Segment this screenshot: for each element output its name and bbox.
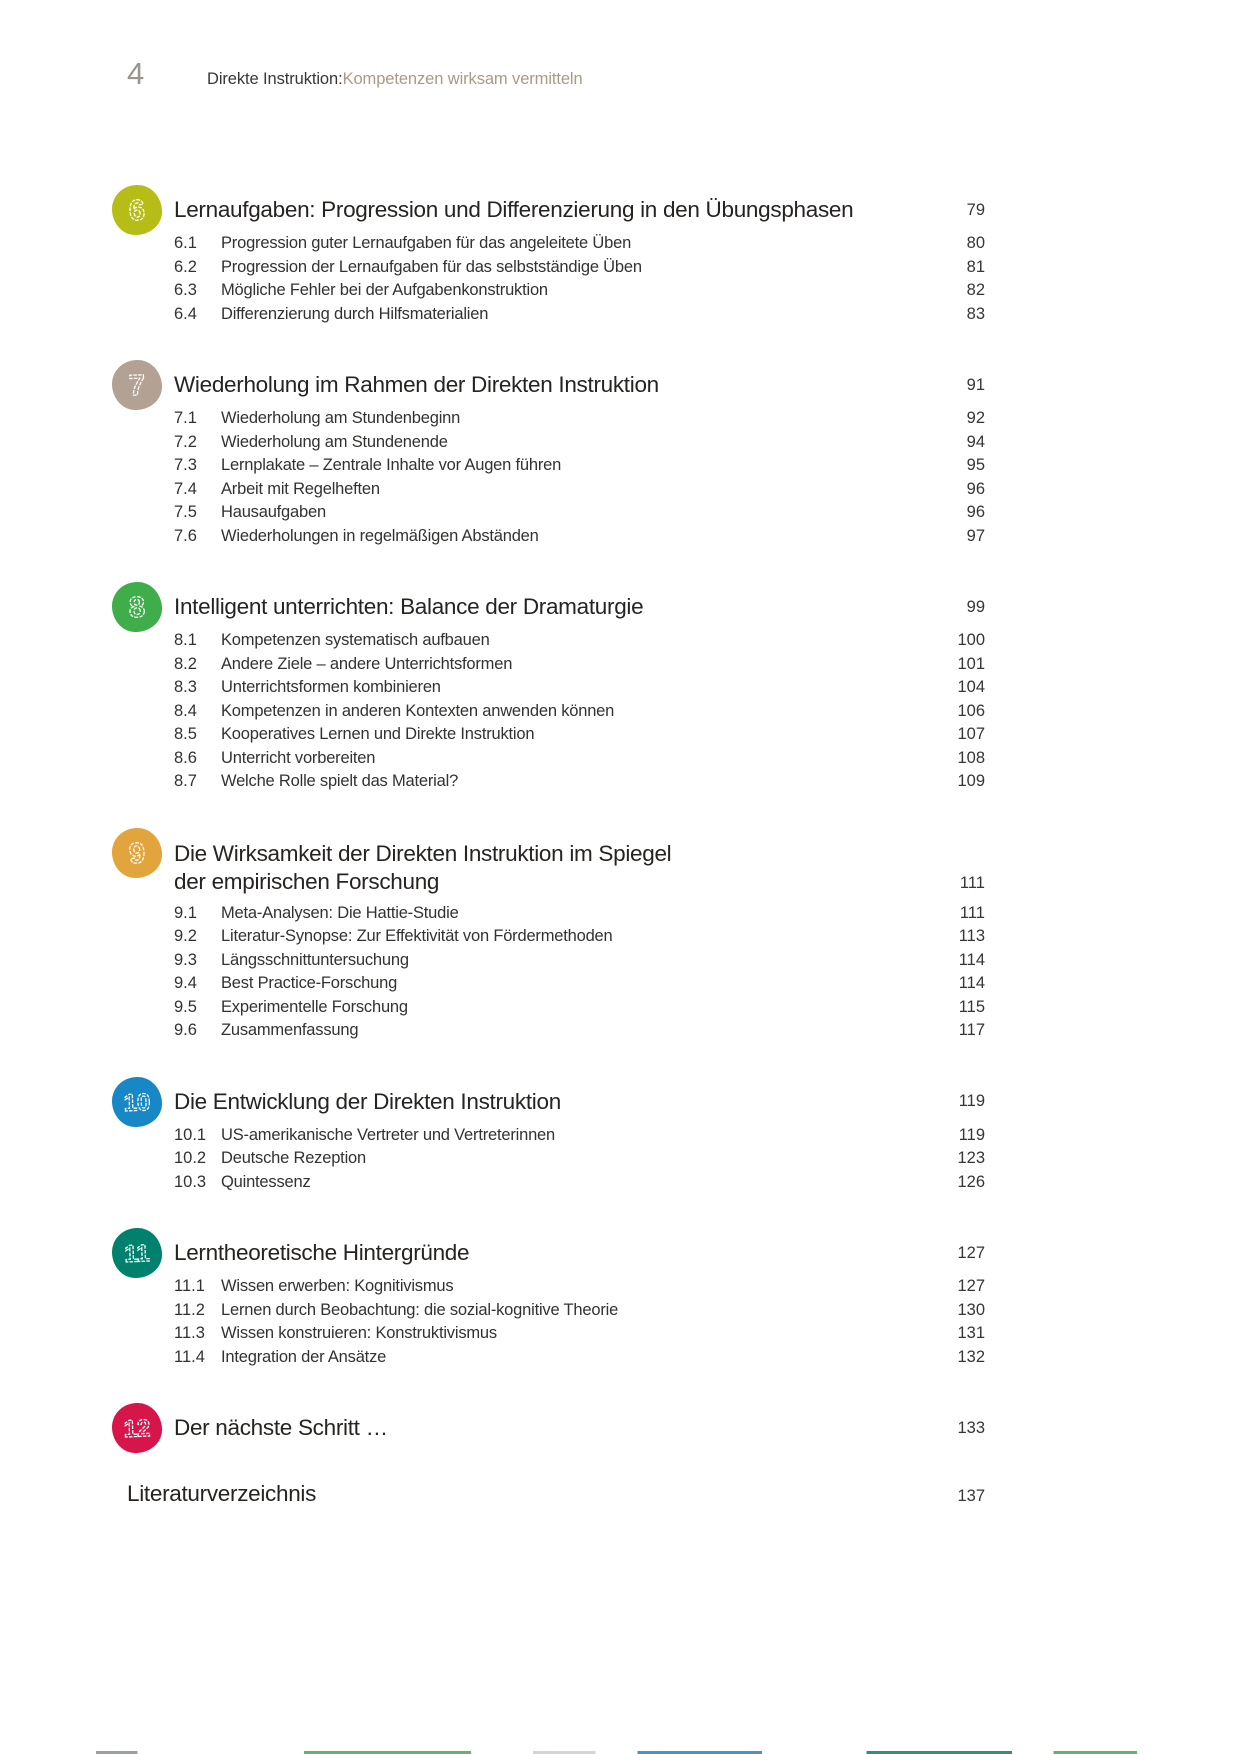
chapter-page-number: 99	[966, 597, 985, 616]
chapter-number-badge	[111, 581, 163, 633]
subsection-title: Mögliche Fehler bei der Aufgabenkonstruktion	[221, 281, 548, 300]
chapter-subsections	[174, 1124, 985, 1195]
chapter-heading	[112, 1077, 985, 1127]
subsection-title: Welche Rolle spielt das Material?	[221, 772, 459, 791]
toc-sub-entry	[174, 232, 985, 256]
toc-sub-entry	[174, 653, 985, 677]
toc-sub-entry	[174, 770, 985, 794]
subsection-number: 11.3	[174, 1324, 205, 1343]
subsection-page-number: 111	[959, 903, 985, 922]
subsection-number: 10.2	[174, 1149, 207, 1168]
toc-sub-entry	[174, 1346, 985, 1370]
chapter-subsections	[174, 407, 985, 548]
toc-sub-entry	[174, 256, 985, 280]
subsection-page-number: 123	[957, 1149, 985, 1168]
subsection-page-number: 131	[957, 1324, 985, 1343]
chapter-title-line1: Intelligent unterrichten: Balance der Dramaturgie	[174, 594, 644, 619]
toc-sub-entry	[174, 501, 985, 525]
subsection-page-number: 83	[966, 304, 985, 323]
toc-sub-entry	[174, 902, 985, 926]
chapter-title	[174, 196, 947, 224]
toc-sub-entry	[174, 700, 985, 724]
subsection-title: Deutsche Rezeption	[221, 1149, 366, 1168]
subsection-number: 8.6	[174, 748, 197, 767]
subsection-title: Längsschnittuntersuchung	[221, 950, 409, 969]
subsection-number: 10.3	[174, 1172, 207, 1191]
subsection-page-number: 92	[966, 409, 985, 428]
toc-sub-entry	[174, 1019, 985, 1043]
subsection-page-number: 114	[958, 974, 985, 993]
subsection-title: Kooperatives Lernen und Direkte Instruktion	[221, 725, 535, 744]
chapter-number-badge	[111, 359, 163, 411]
subsection-page-number: 114	[958, 950, 985, 969]
subsection-title: Zusammenfassung	[221, 1021, 359, 1040]
subsection-number: 9.6	[174, 1021, 197, 1040]
toc-sub-entry	[174, 747, 985, 771]
toc-sub-entry	[174, 279, 985, 303]
chapter-entry-10	[112, 1077, 985, 1195]
toc-sub-entry	[174, 1124, 985, 1148]
subsection-page-number: 96	[966, 503, 985, 522]
subsection-number: 10.1	[174, 1125, 207, 1144]
chapter-entry-9	[112, 837, 985, 1043]
subsection-title: Best Practice-Forschung	[221, 974, 398, 993]
subsection-title: Lernplakate – Zentrale Inhalte vor Augen führen	[221, 456, 562, 475]
chapter-heading	[112, 1228, 985, 1278]
subsection-page-number: 101	[957, 654, 985, 673]
chapter-page-number: 91	[966, 375, 985, 394]
subsection-page-number: 97	[966, 526, 985, 545]
toc-sub-entry	[174, 676, 985, 700]
subsection-title: Kompetenzen systematisch aufbauen	[221, 631, 490, 650]
chapter-title-line1: Die Wirksamkeit der Direkten Instruktion im Spiegel	[174, 840, 672, 866]
chapter-number-text: 8	[128, 591, 146, 625]
subsection-title: Integration der Ansätze	[221, 1347, 387, 1366]
chapter-number-badge	[111, 1227, 163, 1279]
chapter-title-line1: Die Entwicklung der Direkten Instruktion	[174, 1088, 561, 1114]
subsection-page-number: 113	[958, 927, 985, 946]
toc-sub-entry	[174, 1299, 985, 1323]
chapter-heading	[112, 185, 985, 235]
chapter-title	[174, 1414, 937, 1442]
subsection-title: Meta-Analysen: Die Hattie-Studie	[221, 903, 459, 922]
subsection-title: Progression guter Lernaufgaben für das angeleitete Üben	[221, 234, 632, 253]
subsection-page-number: 104	[957, 678, 985, 697]
chapter-page-number: 119	[958, 1092, 985, 1110]
subsection-number: 11.4	[174, 1347, 205, 1366]
toc-sub-entry	[174, 629, 985, 653]
subsection-number: 7.4	[174, 479, 197, 498]
subsection-title: Kompetenzen in anderen Kontexten anwenden können	[221, 701, 615, 720]
subsection-number: 7.5	[174, 503, 197, 522]
chapter-entry-7	[112, 360, 985, 548]
subsection-number: 11.1	[174, 1277, 205, 1296]
chapter-page-number: 133	[957, 1418, 985, 1437]
subsection-page-number: 107	[957, 725, 985, 744]
chapter-subsections	[174, 629, 985, 794]
chapter-subsections	[174, 232, 985, 326]
subsection-title: Hausaufgaben	[221, 503, 326, 522]
chapter-title-line1: Der nächste Schritt …	[174, 1415, 388, 1440]
chapter-heading	[112, 360, 985, 410]
subsection-title: Quintessenz	[221, 1172, 311, 1191]
chapter-page-number: 79	[966, 200, 985, 219]
subsection-page-number: 96	[966, 479, 985, 498]
subsection-page-number: 82	[966, 281, 985, 300]
chapter-number-text: 6	[128, 194, 146, 228]
subsection-page-number: 109	[957, 772, 985, 791]
page-folio: 4	[127, 56, 145, 91]
subsection-number: 9.4	[174, 974, 197, 993]
subsection-title: Experimentelle Forschung	[221, 997, 408, 1016]
chapter-entry-11	[112, 1228, 985, 1369]
chapter-page-number: 127	[957, 1243, 985, 1262]
subsection-number: 6.3	[174, 281, 197, 300]
book-title	[207, 70, 583, 89]
subsection-page-number: 117	[958, 1021, 985, 1040]
chapter-number-badge	[111, 827, 163, 879]
subsection-number: 7.2	[174, 432, 197, 451]
subsection-number: 8.2	[174, 654, 197, 673]
toc-sub-entry	[174, 1322, 985, 1346]
subsection-number: 9.1	[174, 903, 197, 922]
bibliography-entry	[127, 1481, 985, 1507]
chapter-title	[174, 1088, 939, 1116]
subsection-title: Wissen erwerben: Kognitivismus	[221, 1277, 454, 1296]
subsection-page-number: 130	[957, 1300, 985, 1319]
toc-sub-entry	[174, 996, 985, 1020]
toc-sub-entry	[174, 949, 985, 973]
subsection-page-number: 95	[966, 456, 985, 475]
subsection-number: 8.1	[174, 631, 197, 650]
subsection-title: Wiederholung am Stundenbeginn	[221, 409, 461, 428]
chapter-number-badge	[111, 1402, 163, 1454]
subsection-number: 6.2	[174, 257, 197, 276]
subsection-number: 8.4	[174, 701, 197, 720]
chapter-number-text: 9	[128, 837, 146, 870]
subsection-number: 9.2	[174, 927, 197, 946]
chapter-number-badge	[111, 1076, 163, 1128]
chapter-title	[174, 593, 947, 621]
toc-sub-entry	[174, 972, 985, 996]
subsection-number: 9.5	[174, 997, 197, 1016]
subsection-number: 9.3	[174, 950, 197, 969]
chapter-number-badge	[111, 184, 163, 236]
subsection-title: Andere Ziele – andere Unterrichtsformen	[221, 654, 513, 673]
toc-sub-entry	[174, 1275, 985, 1299]
subsection-title: Literatur-Synopse: Zur Effektivität von Fördermethoden	[221, 927, 613, 946]
subsection-number: 8.5	[174, 725, 197, 744]
book-title-main: Direkte Instruktion:	[207, 70, 343, 88]
subsection-title: US-amerikanische Vertreter und Vertreterinnen	[221, 1125, 556, 1144]
subsection-title: Wiederholung am Stundenende	[221, 432, 448, 451]
toc-sub-entry	[174, 925, 985, 949]
chapter-number-text: 10	[123, 1088, 151, 1117]
toc-sub-entry	[174, 1147, 985, 1171]
subsection-page-number: 80	[966, 234, 985, 253]
subsection-number: 6.4	[174, 304, 197, 323]
subsection-title: Progression der Lernaufgaben für das selbstständige Üben	[221, 257, 642, 276]
subsection-page-number: 108	[957, 748, 985, 767]
chapter-heading	[112, 1403, 985, 1453]
chapter-heading	[112, 582, 985, 632]
chapter-title-line2: der empirischen Forschung	[174, 868, 440, 894]
subsection-page-number: 127	[957, 1277, 985, 1296]
subsection-title: Wissen konstruieren: Konstruktivismus	[221, 1324, 497, 1343]
toc-sub-entry	[174, 303, 985, 327]
toc-sub-entry	[174, 1171, 985, 1195]
subsection-page-number: 132	[957, 1347, 985, 1366]
chapter-subsections	[174, 902, 985, 1043]
chapter-title	[174, 840, 940, 896]
chapter-entry-8	[112, 582, 985, 794]
subsection-page-number: 115	[958, 997, 985, 1016]
subsection-title: Differenzierung durch Hilfsmaterialien	[221, 304, 489, 323]
chapter-entry-6	[112, 185, 985, 326]
subsection-title: Arbeit mit Regelheften	[221, 479, 380, 498]
subsection-page-number: 100	[957, 631, 985, 650]
chapter-number-text: 12	[123, 1415, 151, 1443]
bibliography-title: Literaturverzeichnis	[127, 1481, 317, 1506]
subsection-number: 11.2	[174, 1300, 205, 1319]
subsection-title: Unterricht vorbereiten	[221, 748, 376, 767]
chapter-page-number: 111	[959, 873, 985, 892]
chapter-number-text: 7	[128, 369, 146, 403]
toc-sub-entry	[174, 407, 985, 431]
subsection-title: Lernen durch Beobachtung: die sozial-kognitive Theorie	[221, 1300, 619, 1319]
subsection-page-number: 94	[966, 432, 985, 451]
subsection-number: 7.3	[174, 456, 197, 475]
subsection-number: 6.1	[174, 234, 197, 253]
subsection-page-number: 126	[957, 1172, 985, 1191]
running-header	[127, 56, 1113, 92]
subsection-number: 7.6	[174, 526, 197, 545]
subsection-number: 8.3	[174, 678, 197, 697]
bibliography-page-number: 137	[957, 1487, 985, 1505]
chapter-subsections	[174, 1275, 985, 1369]
subsection-page-number: 119	[958, 1125, 985, 1144]
book-title-accent: Kompetenzen wirksam vermitteln	[342, 70, 583, 88]
chapter-title-line1: Lernaufgaben: Progression und Differenzierung in den Übungsphasen	[174, 197, 854, 222]
toc-sub-entry	[174, 525, 985, 549]
subsection-title: Wiederholungen in regelmäßigen Abständen	[221, 526, 539, 545]
chapter-heading	[112, 837, 985, 896]
chapter-title-line1: Lerntheoretische Hintergründe	[174, 1240, 470, 1265]
chapter-number-text: 11	[123, 1240, 151, 1268]
toc-sub-entry	[174, 723, 985, 747]
toc-sub-entry	[174, 431, 985, 455]
chapter-title	[174, 371, 947, 399]
toc-sub-entry	[174, 454, 985, 478]
toc-sub-entry	[174, 478, 985, 502]
chapter-title	[174, 1239, 937, 1267]
subsection-number: 8.7	[174, 772, 197, 791]
subsection-title: Unterrichtsformen kombinieren	[221, 678, 441, 697]
subsection-page-number: 106	[957, 701, 985, 720]
chapter-entry-12	[112, 1403, 985, 1453]
subsection-number: 7.1	[174, 409, 197, 428]
subsection-page-number: 81	[966, 257, 985, 276]
table-of-contents	[112, 185, 985, 1453]
chapter-title-line1: Wiederholung im Rahmen der Direkten Instruktion	[174, 372, 659, 397]
